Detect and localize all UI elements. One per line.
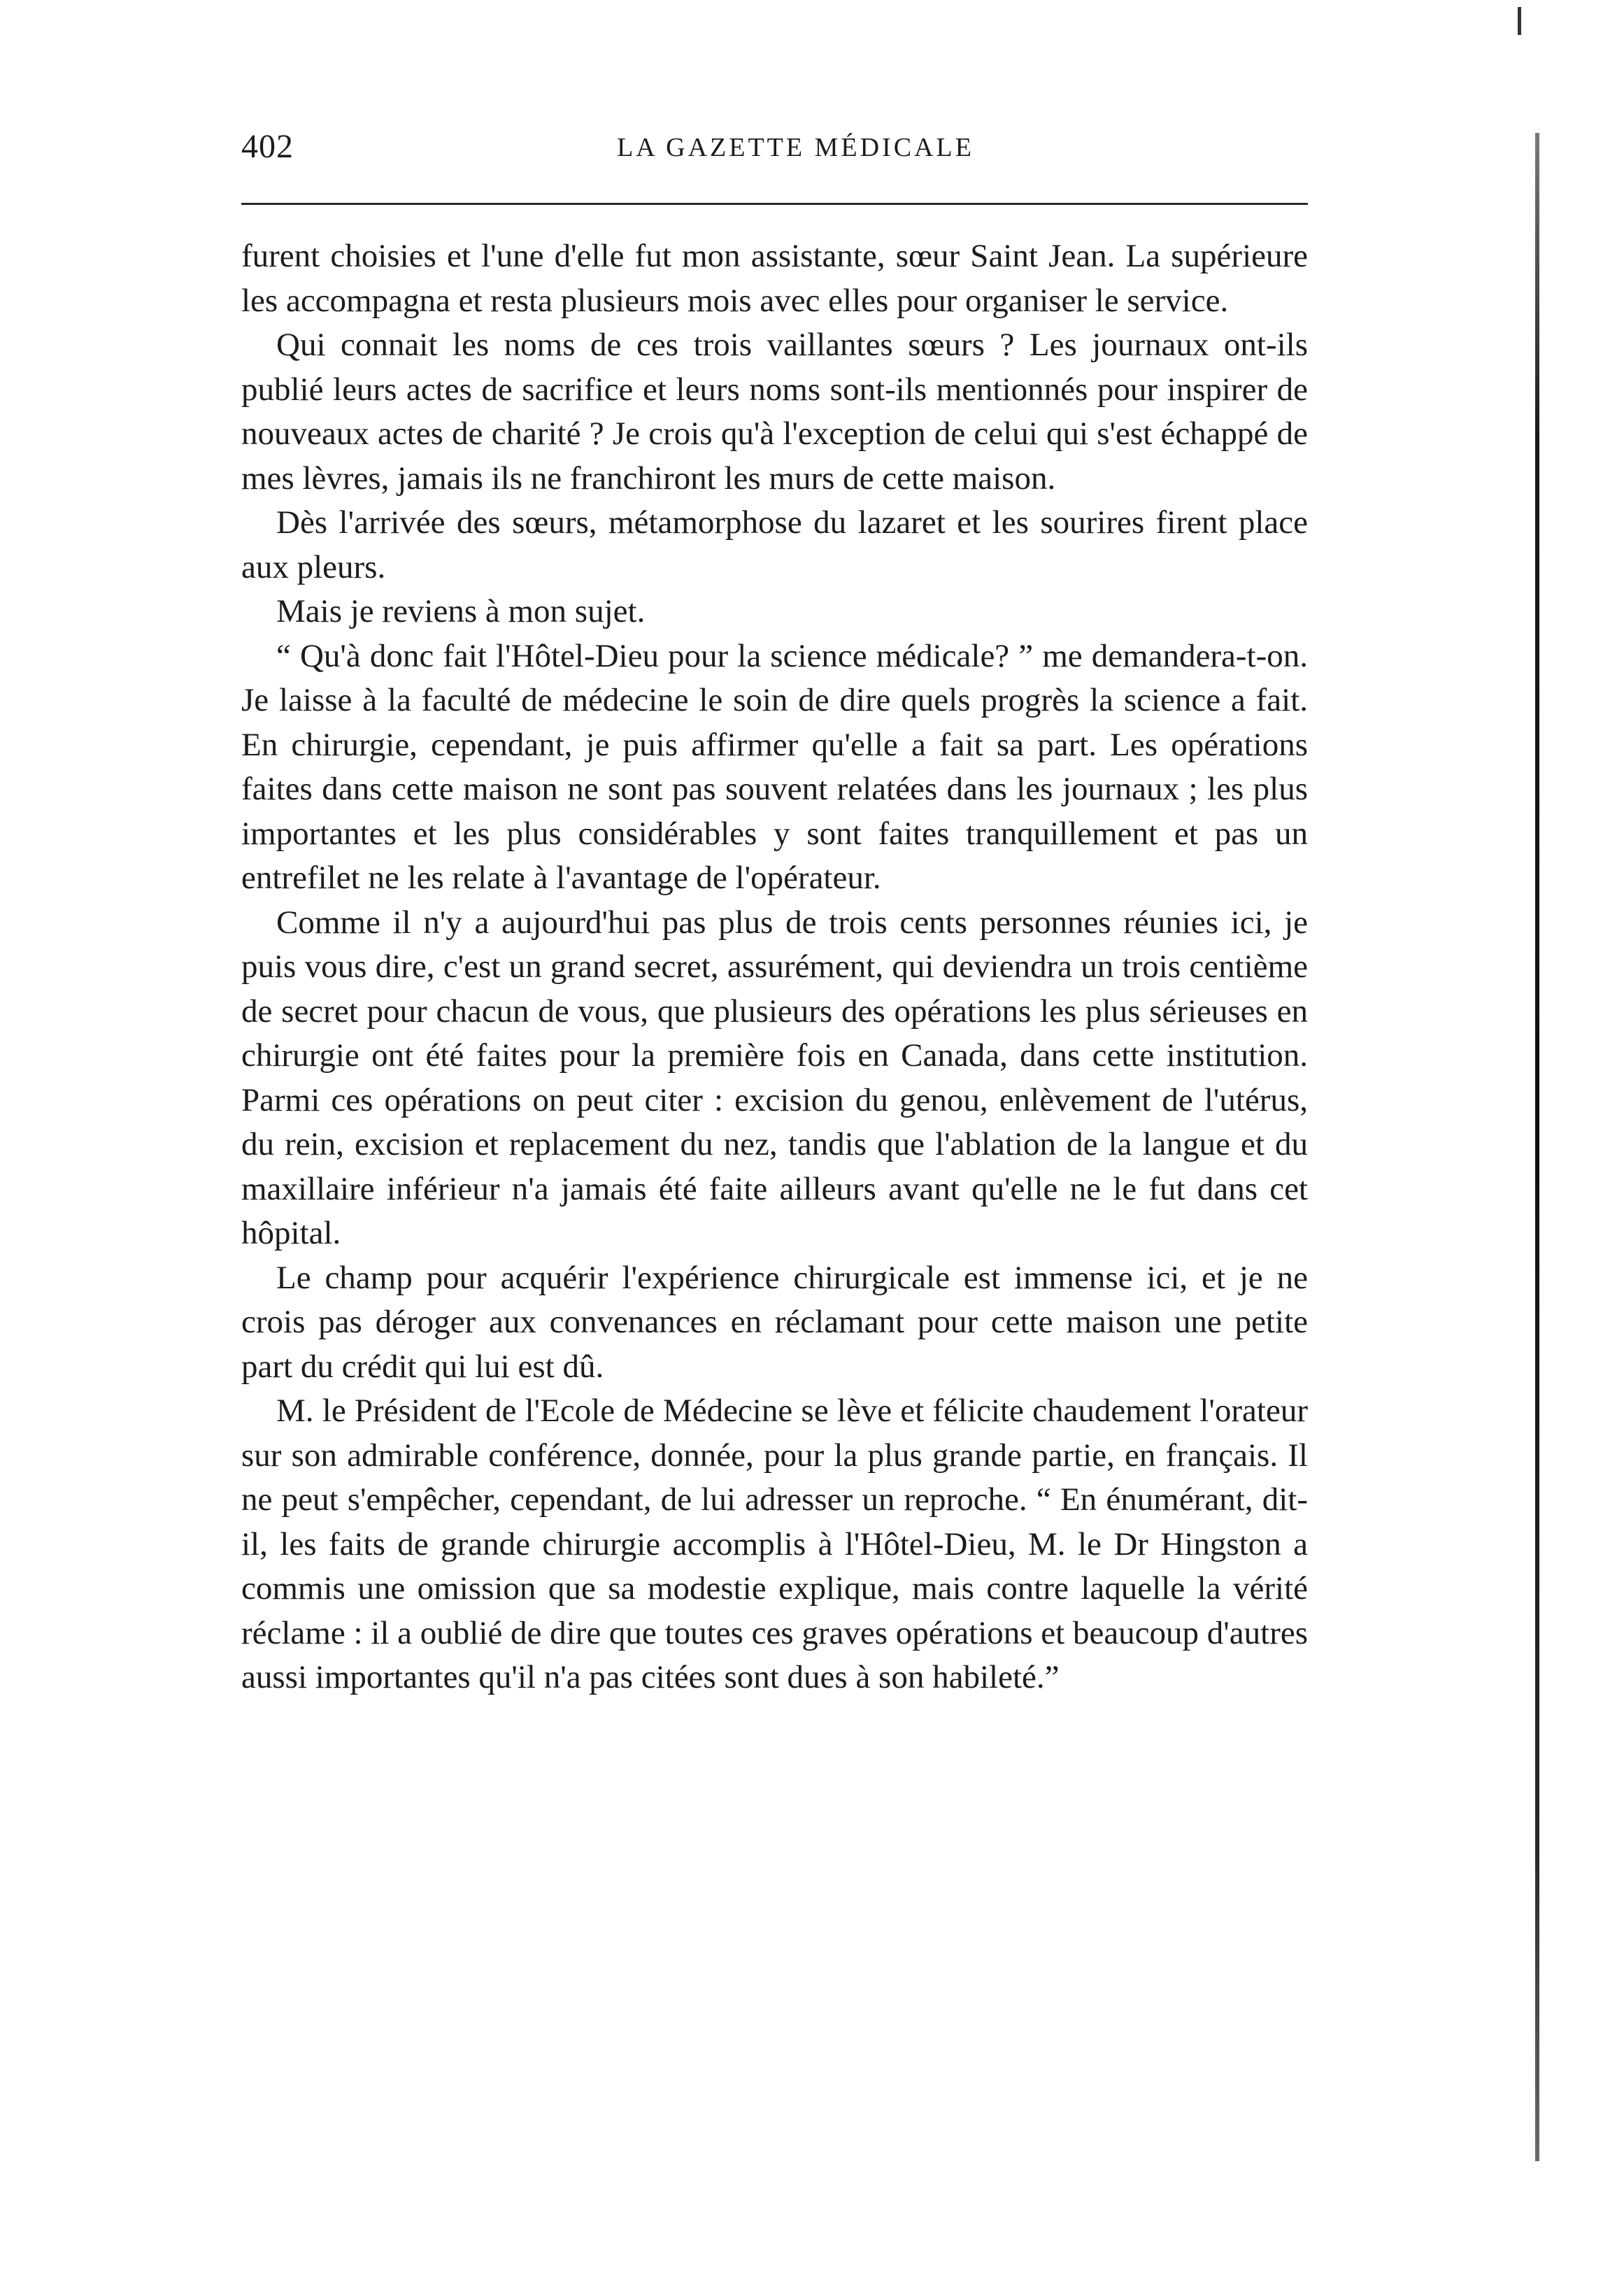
paragraph: Qui connait les noms de ces trois vaillantes sœurs ? Les journaux ont-ils publié leurs actes de sacrifice et leurs noms sont-ils mentionnés pour inspirer de nouveaux actes de charité ? Je crois qu'à l'exception de celui qui s'est échappé de mes lèvres, jamais ils ne franchiront les murs de cette maison.: [241, 327, 1308, 497]
binding-mark: [1518, 7, 1521, 35]
binding-edge: [1535, 133, 1539, 2161]
paragraph: Mais je reviens à mon sujet.: [276, 593, 646, 629]
body-text: [241, 234, 1308, 1700]
running-title: LA GAZETTE MÉDICALE: [617, 133, 974, 162]
header-rule: [241, 203, 1308, 205]
paragraph: Comme il n'y a aujourd'hui pas plus de trois cents personnes réunies ici, je puis vous dire, c'est un grand secret, assurément, qui deviendra un trois centième de secret pour chacun de vous, que plusieurs des opérations les plus sérieuses en chirurgie ont été faites pour la première fois en Canada, dans cette institution. Parmi ces opérations on peut citer : excision du genou, enlèvement de l'utérus, du rein, excision et replacement du nez, tandis que l'ablation de la langue et du maxillaire inférieur n'a jamais été faite ailleurs avant qu'elle ne le fut dans cet hôpital.: [241, 904, 1308, 1251]
page-number: 402: [241, 128, 294, 165]
paragraph: Dès l'arrivée des sœurs, métamorphose du lazaret et les sourires firent place aux pleurs.: [241, 504, 1308, 585]
paragraph: M. le Président de l'Ecole de Médecine se lève et félicite chaudement l'orateur sur son admirable conférence, donnée, pour la plus grande partie, en français. Il ne peut s'empêcher, cependant, de lui adresser un reproche. “ En énumérant, dit-il, les faits de grande chirurgie accomplis à l'Hôtel-Dieu, M. le Dr Hingston a commis une omission que sa modestie explique, mais contre laquelle la vérité réclame : il a oublié de dire que toutes ces graves opérations et beaucoup d'autres aussi importantes qu'il n'a pas citées sont dues à son habileté.”: [241, 1393, 1308, 1695]
paragraph: “ Qu'à donc fait l'Hôtel-Dieu pour la science médicale? ” me demandera-t-on. Je laisse à la faculté de médecine le soin de dire quels progrès la science a fait. En chirurgie, cependant, je puis affirmer qu'elle a fait sa part. Les opérations faites dans cette maison ne sont pas souvent relatées dans les journaux ; les plus importantes et les plus considérables y sont faites tranquillement et pas un entrefilet ne les relate à l'avantage de l'opérateur.: [241, 637, 1308, 896]
page-header: [241, 126, 1308, 175]
paragraph: Le champ pour acquérir l'expérience chirurgicale est immense ici, et je ne crois pas déroger aux convenances en réclamant pour cette maison une petite part du crédit qui lui est dû.: [241, 1259, 1308, 1385]
paragraph: furent choisies et l'une d'elle fut mon assistante, sœur Saint Jean. La supérieure les accompagna et resta plusieurs mois avec elles pour organiser le service.: [241, 238, 1308, 319]
